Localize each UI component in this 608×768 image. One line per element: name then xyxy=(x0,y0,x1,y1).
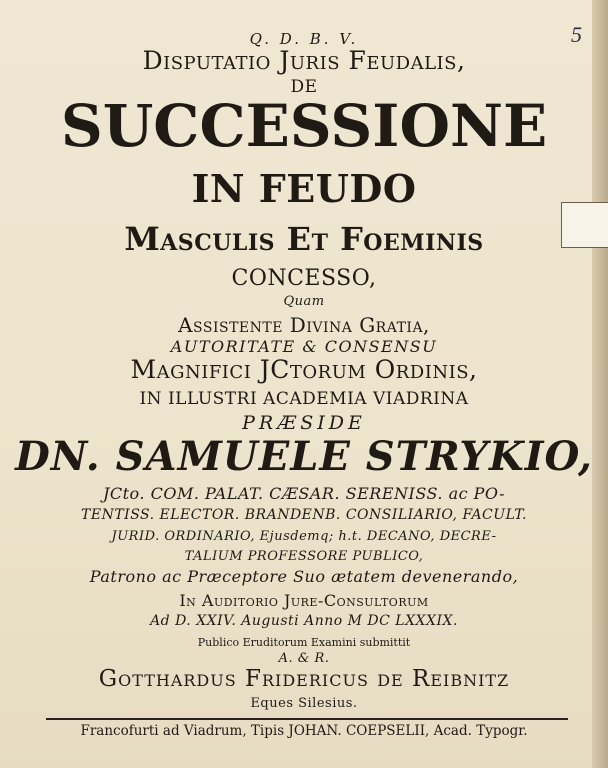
ordinis-line: Magnifici JCtorum Ordinis, xyxy=(130,355,478,384)
concesso-line: CONCESSO, xyxy=(231,266,377,291)
examini-line: Publico Eruditorum Examini submittit xyxy=(197,636,411,649)
imprint-line: Francofurti ad Viadrum, Tipis JOHAN. COEPSELII, Acad. Typogr. xyxy=(80,723,528,739)
titles-line-4: TALIUM PROFESSORE PUBLICO, xyxy=(184,549,424,564)
assistente-line: Assistente Divina Gratia, xyxy=(178,313,430,337)
respondens-name: Gotthardus Fridericus de Reibnitz xyxy=(98,666,510,692)
respondens-line: A. & R. xyxy=(278,651,330,666)
invocation: Q. D. B. V. xyxy=(249,30,359,48)
imprint-rule xyxy=(46,718,568,720)
titles-line-3: JURID. ORDINARIO, Ejusdemq; h.t. DECANO, DECRE- xyxy=(111,529,497,544)
auditorio-line: In Auditorio Jure-Consultorum xyxy=(179,591,429,610)
patrono-line: Patrono ac Præceptore Suo ætatem devenerando, xyxy=(89,567,519,586)
pencil-number: 5 xyxy=(571,22,582,47)
academia-line: IN ILLUSTRI ACADEMIA VIADRINA xyxy=(139,389,469,409)
titles-line-2: TENTISS. ELECTOR. BRANDENB. CONSILIARIO, FACULT. xyxy=(81,507,527,523)
date-line: Ad D. XXIV. Augusti Anno M DC LXXXIX. xyxy=(150,613,458,629)
titles-line-1: JCto. COM. PALAT. CÆSAR. SERENISS. ac PO- xyxy=(102,484,506,503)
praeside-line: PRÆSIDE xyxy=(242,412,366,434)
subtitle-masculis: Masculis Et Foeminis xyxy=(124,220,484,258)
subtitle-feudo: IN FEUDO xyxy=(191,166,417,211)
main-title: SUCCESSIONE xyxy=(60,92,548,160)
quam-line: Quam xyxy=(283,294,325,309)
praeses-name: DN. SAMUELE STRYKIO, xyxy=(15,433,593,480)
eques-line: Eques Silesius. xyxy=(250,696,358,711)
de-line: DE xyxy=(290,77,318,97)
disputation-heading: Disputatio Juris Feudalis, xyxy=(142,46,466,75)
autoritate-line: AUTORITATE & CONSENSU xyxy=(170,337,438,356)
